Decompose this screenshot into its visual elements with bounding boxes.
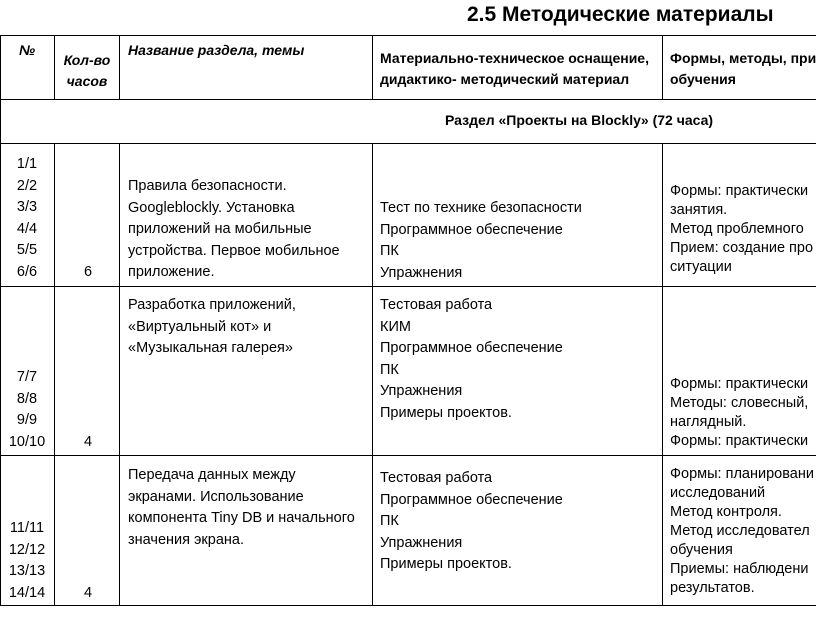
topic-line: значения экрана. (128, 531, 244, 548)
row-2-numbers (0, 367, 54, 453)
topic-line: «Музыкальная галерея» (128, 340, 293, 356)
material-line: Примеры проектов. (380, 404, 512, 421)
row-number: 9/9 (16, 412, 38, 428)
topic-line: Правила безопасности. (128, 178, 287, 194)
header-forms-line2: обучения (670, 71, 736, 87)
header-topic: Название раздела, темы (128, 42, 305, 58)
row-number: 7/7 (16, 369, 38, 385)
section-title: Раздел «Проекты на Blockly» (72 часа) (445, 112, 714, 128)
column-border (372, 35, 373, 100)
row-1-topic (128, 176, 340, 284)
column-border (662, 35, 663, 100)
topic-line: Разработка приложений, (128, 297, 296, 313)
row-2-hours: 4 (84, 434, 93, 450)
material-line: КИМ (380, 318, 411, 335)
topic-line: Передача данных между (128, 467, 296, 483)
material-line: Тестовая работа (380, 470, 493, 486)
topic-line: приложение. (128, 264, 215, 280)
material-line: Программное обеспечение (380, 221, 563, 238)
header-materials-line2: дидактико- методический материал (380, 71, 630, 87)
row-number: 13/13 (8, 563, 46, 579)
forms-line: обучения (670, 542, 733, 558)
header-forms-line1: Формы, методы, при (670, 50, 816, 66)
topic-line: экранами. Использование (128, 488, 304, 505)
forms-line: Метод проблемного (670, 221, 804, 237)
material-line: ПК (380, 361, 399, 378)
forms-line: Формы: практически (670, 376, 809, 392)
forms-line: занятия. (670, 202, 728, 218)
forms-line: Метод контроля. (670, 504, 782, 520)
header-hours-line1: Кол-во (63, 52, 111, 68)
forms-line: ситуации (670, 259, 732, 275)
row-number: 11/11 (9, 520, 45, 536)
row-border (0, 99, 816, 100)
row-number: 6/6 (16, 263, 38, 280)
header-number: № (18, 42, 36, 58)
row-3-forms (670, 465, 816, 598)
column-border (119, 143, 120, 606)
row-1-hours: 6 (84, 264, 93, 280)
column-border (372, 143, 373, 606)
material-line: Программное обеспечение (380, 340, 563, 356)
topic-line: Googleblockly. Установка (128, 199, 295, 216)
row-number: 8/8 (16, 390, 38, 407)
row-number: 1/1 (16, 156, 38, 172)
material-line: Примеры проектов. (380, 556, 512, 572)
page-title: 2.5 Методические материалы (467, 3, 774, 26)
column-border (54, 143, 55, 606)
material-line: Программное обеспечение (380, 491, 563, 508)
row-number: 2/2 (16, 177, 38, 194)
material-line: Упражнения (380, 534, 463, 551)
forms-line: Приемы: наблюдени (670, 561, 809, 577)
row-border (0, 35, 816, 36)
row-number: 5/5 (16, 242, 38, 258)
row-number: 3/3 (16, 199, 38, 215)
header-hours-line2: часов (66, 73, 108, 89)
row-number: 4/4 (16, 220, 38, 237)
material-line: Упражнения (380, 264, 463, 281)
forms-line: исследований (670, 485, 766, 501)
material-line: ПК (380, 243, 399, 259)
material-line: Тест по технике безопасности (380, 200, 582, 216)
forms-line: Формы: планировани (670, 466, 814, 482)
forms-line: результатов. (670, 580, 755, 596)
material-line: ПК (380, 513, 399, 529)
row-3-materials (380, 468, 563, 576)
row-2-forms (670, 375, 816, 451)
material-line: Упражнения (380, 383, 463, 399)
row-1-materials (380, 198, 582, 284)
row-number: 10/10 (8, 433, 46, 450)
row-1-forms (670, 182, 816, 277)
topic-line: приложений на мобильные (128, 221, 312, 237)
header-materials (380, 48, 649, 90)
row-3-hours: 4 (84, 585, 93, 601)
topic-line: компонента Tiny DB и начального (128, 510, 355, 526)
row-border (0, 605, 816, 606)
row-3-topic (128, 465, 355, 551)
column-border (662, 143, 663, 606)
topic-line: устройства. Первое мобильное (128, 242, 340, 259)
header-forms (670, 48, 816, 90)
forms-line: Метод исследовател (670, 523, 810, 539)
forms-line: Формы: практически (670, 183, 809, 199)
forms-line: Прием: создание про (670, 240, 814, 256)
row-number: 14/14 (8, 584, 46, 601)
forms-line: Методы: словесный, (670, 395, 809, 411)
forms-line: Формы: практически (670, 433, 809, 449)
row-3-numbers (0, 518, 54, 604)
forms-line: наглядный. (670, 414, 747, 430)
row-1-numbers (0, 154, 54, 283)
header-materials-line1: Материально-техническое оснащение, (380, 50, 649, 66)
material-line: Тестовая работа (380, 297, 493, 313)
row-number: 12/12 (8, 541, 46, 558)
topic-line: «Виртуальный кот» и (128, 318, 272, 335)
header-hours (54, 50, 120, 92)
row-border (0, 143, 816, 144)
row-2-materials (380, 295, 563, 424)
row-border (0, 286, 816, 287)
row-2-topic (128, 295, 296, 360)
row-border (0, 455, 816, 456)
